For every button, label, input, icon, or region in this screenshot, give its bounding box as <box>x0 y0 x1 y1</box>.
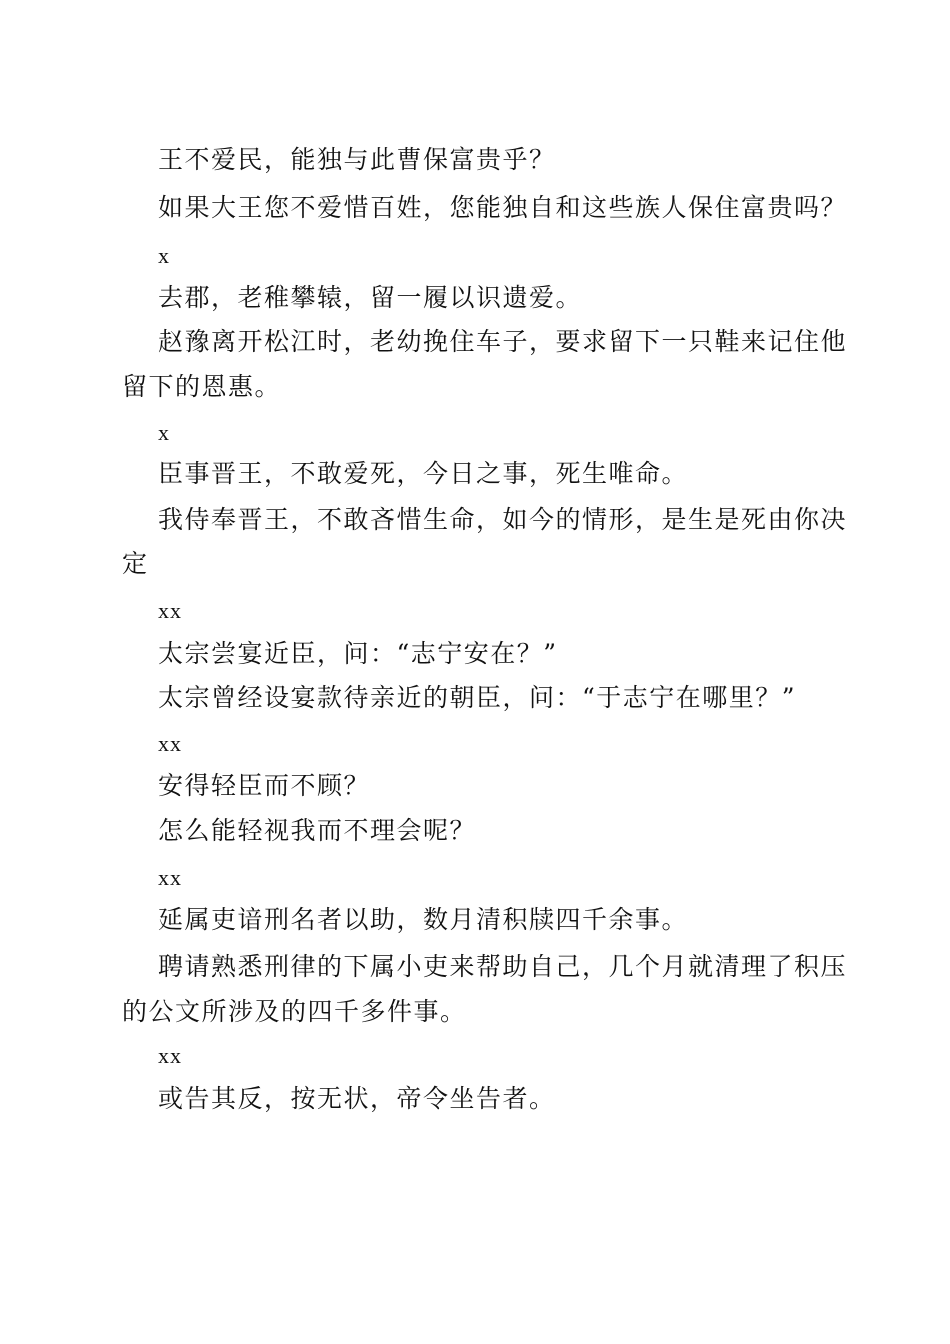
separator-marker: xx <box>158 598 182 623</box>
text-line: 我侍奉晋王，不敢吝惜生命，如今的情形，是生是死由你决 <box>158 505 848 534</box>
text-line: 太宗尝宴近臣，问：“志宁安在？” <box>158 639 558 668</box>
separator-marker: x <box>158 243 170 268</box>
text-line: 或告其反，按无状，帝令坐告者。 <box>158 1084 556 1113</box>
text-line: 赵豫离开松江时，老幼挽住车子，要求留下一只鞋来记住他 <box>158 327 848 356</box>
text-line: 去郡，老稚攀辕，留一履以识遗爱。 <box>158 283 583 312</box>
text-line: 安得轻臣而不顾？ <box>158 771 371 800</box>
text-line: 延属吏谙刑名者以助，数月清积牍四千余事。 <box>158 905 689 934</box>
text-line: 定 <box>122 549 149 578</box>
text-line: 王不爱民，能独与此曹保富贵乎？ <box>158 145 556 174</box>
text-line: 太宗曾经设宴款待亲近的朝臣，问：“于志宁在哪里？” <box>158 683 797 712</box>
text-line: 的公文所涉及的四千多件事。 <box>122 997 467 1026</box>
text-line: 怎么能轻视我而不理会呢？ <box>158 816 477 845</box>
separator-marker: x <box>158 420 170 445</box>
text-line: 臣事晋王，不敢爱死，今日之事，死生唯命。 <box>158 459 689 488</box>
separator-marker: xx <box>158 865 182 890</box>
text-line: 如果大王您不爱惜百姓，您能独自和这些族人保住富贵吗？ <box>158 193 848 222</box>
separator-marker: xx <box>158 1043 182 1068</box>
separator-marker: xx <box>158 731 182 756</box>
text-line: 聘请熟悉刑律的下属小吏来帮助自己，几个月就清理了积压 <box>158 952 848 981</box>
text-line: 留下的恩惠。 <box>122 372 282 401</box>
